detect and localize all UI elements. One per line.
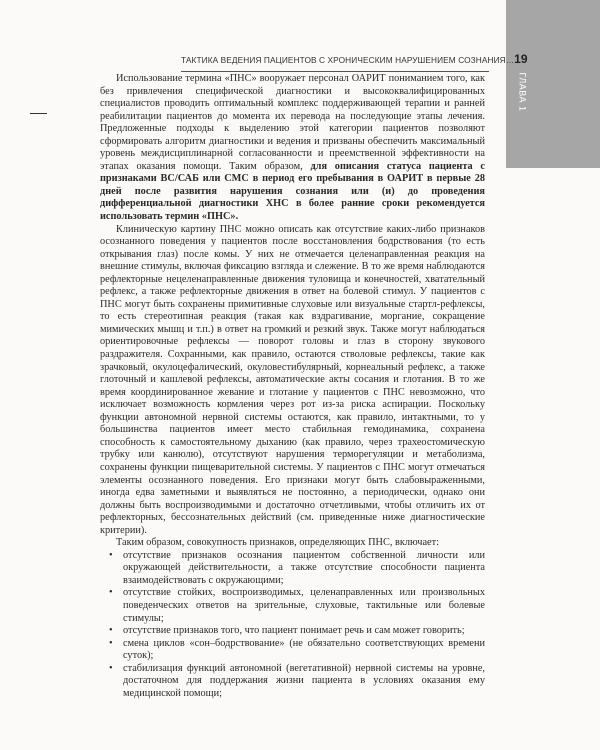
criteria-list xyxy=(100,550,485,701)
paragraph-1-bold: для описания статуса пациента с признаками ВС/САБ или СМС в период его пребывания в ОАРИТ в первые 28 дней после развития нарушения сознания или (и) до проведения дифференциальной диагностики ХНС в более ранние сроки рекомендуется использовать термин «ПНС». xyxy=(100,160,485,223)
list-item: • отсутствие стойких, воспроизводимых, целенаправленных или произвольных поведенческих ответов на зрительные, слуховые, тактильные или болевые стимулы; xyxy=(100,587,485,625)
list-item: • отсутствие признаков того, что пациент понимает речь и сам может говорить; xyxy=(100,625,485,638)
margin-mark xyxy=(30,113,47,114)
paragraph-3: Таким образом, совокупность признаков, определяющих ПНС, включает: xyxy=(116,537,439,549)
chapter-label: ГЛАВА 1 xyxy=(517,72,527,112)
paragraph-1-text: Использование термина «ПНС» вооружает персонал ОАРИТ пониманием того, как без привлечения специфической диагностики и высококвалифицированных специалистов проводить оптимальный комплекс поддерживающей терапии и ранней реабилитации пациентов до момента их перевода на последующие этапы лечения. Предложенные подходы к выделению этой категории пациентов позволяют сформировать алгоритм диагностики и ведения и призваны обеспечить максимальный уровень междисциплинарной согласованности и преемственной эффективности на этапах оказания помощи. Таким образом, xyxy=(100,73,485,172)
page-body xyxy=(100,73,485,700)
list-item: • смена циклов «сон–бодрствование» (не обязательно соответствующих времени суток); xyxy=(100,638,485,663)
list-item: • стабилизация функций автономной (вегетативной) нервной системы на уровне, достаточном для поддержания жизни пациента в условиях оказания ему медицинской помощи; xyxy=(100,663,485,701)
paragraph-1 xyxy=(100,73,485,224)
paragraph-2: Клиническую картину ПНС можно описать как отсутствие каких-либо признаков осознанного поведения у пациентов после восстановления бодрствования (то есть открывания глаз) после комы. У них не отмечается целенаправленная реакция на внешние стимулы, включая фиксацию взгляда и слежение. В то же время наблюдаются рефлекторные нецеленаправленные движения туловища и конечностей, хватательный рефлекс, а также рефлекторные движения в ответ на болевой стимул. У пациентов с ПНС могут быть сохранены примитивные слуховые или визуальные стартл-рефлексы, то есть стереотипная реакция (такая как вздрагивание, моргание, сокращение мимических мышц и т.п.) в ответ на громкий и резкий звук. Также могут наблюдаться ориентировочные рефлексы — поворот головы и глаз в сторону звукового раздражителя. Сохранными, как правило, остаются стволовые рефлексы, такие как зрачковый, окулоцефалический, окуловестибулярный, корнеальный рефлекс, а также глоточный и кашлевой рефлексы, автоматические акты сосания и глотания. В то же время координированное жевание и глотание у пациентов с ПНС невозможно, что исключает возможность кормления через рот из-за риска аспирации. Поскольку функции автономной нервной системы остаются, как правило, интактными, то у большинства пациентов имеет место стабильная гемодинамика, сохранена способность к самостоятельному дыханию (как правило, через трахеостомическую трубку или канюлю), отсутствуют нарушения терморегуляции и метаболизма, сохранены функции пищеварительной системы. У пациентов с ПНС могут отмечаться элементы осознанного поведения. Его признаки могут быть слабовыраженными, иногда едва заметными и выявляться не постоянно, а периодически, однако они должны быть воспроизводимыми и достаточно отчетливыми, чтобы отличить их от рефлекторных, бессознательных действий (см. приведенные ниже диагностические критерии). xyxy=(100,223,485,536)
running-head-title: ТАКТИКА ВЕДЕНИЯ ПАЦИЕНТОВ С ХРОНИЧЕСКИМ НАРУШЕНИЕМ СОЗНАНИЯ… xyxy=(181,55,515,65)
list-item: • отсутствие признаков осознания пациентом собственной личности или окружающей действительности, а также отсутствие способности пациента взаимодействовать с окружающими; xyxy=(100,550,485,588)
running-head xyxy=(181,52,528,72)
chapter-side-tab-label xyxy=(504,62,540,122)
page-number: 19 xyxy=(514,52,528,66)
